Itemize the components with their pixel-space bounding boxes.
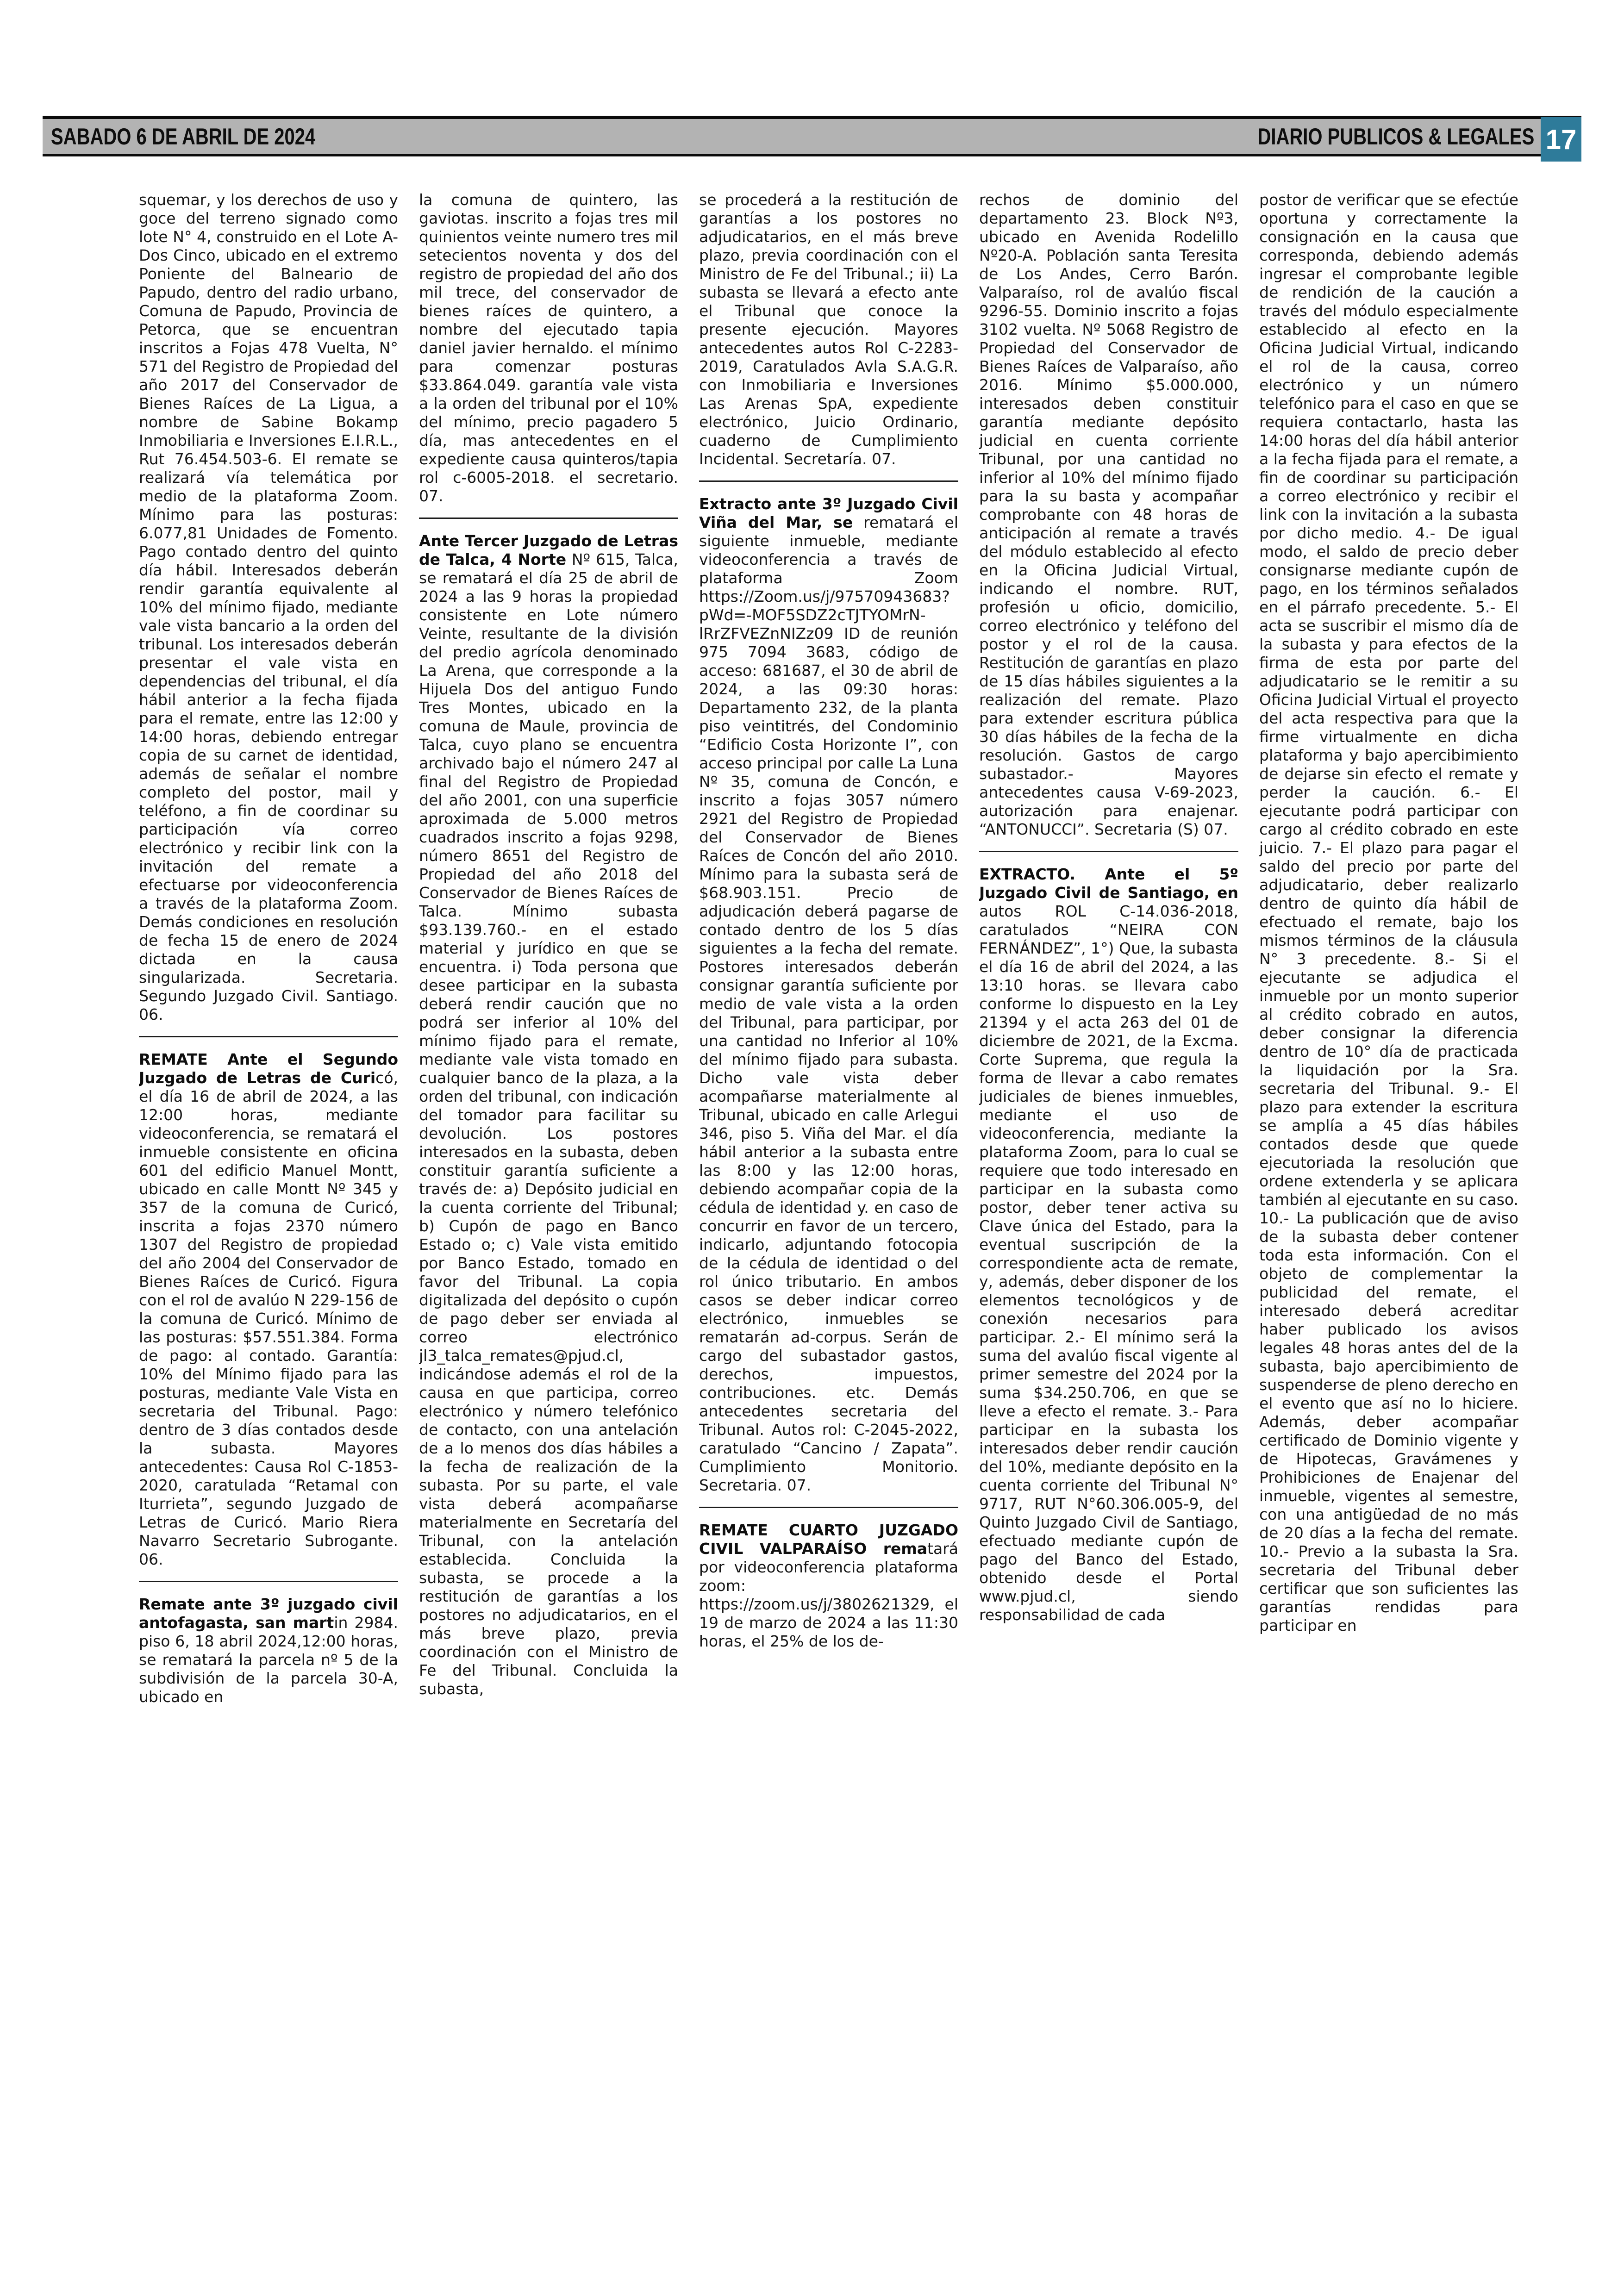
notice-text: la comuna de quintero, las gaviotas. inscrito a fojas tres mil quinientos veinte numero tres mil setecientos noventa y dos del registro de propiedad del año dos mil trece, del conservador de bienes raíces de quintero, a nombre del ejecutado tapia daniel javier hernaldo. el mínimo para comenzar posturas $33.864.049. garantía vale vista a la orden del tribunal por el 10% del mínimo, precio pagadero 5 día, mas antecedentes en el expediente causa quinteros/tapia rol c-6005-2018. el secretario. 07.: [419, 191, 678, 505]
column-2: [419, 191, 678, 2204]
column-4: [979, 191, 1238, 2204]
page-header: [43, 116, 1581, 156]
legal-notices-area: [139, 191, 1518, 2204]
notice-text: có, el día 16 de abril de 2024, a las 12:00 horas, mediante videoconferencia, se rematará el inmueble consistente en oficina 601 del edificio Manuel Montt, ubicado en calle Montt Nº 345 y 357 de la comuna de Curicó, inscrita a fojas 2370 número 1307 del Registro de propiedad del año 2004 del Conservador de Bienes Raíces de Curicó. Figura con el rol de avalúo N 229-156 de la comuna de Curicó. Mínimo de las posturas: $57.551.384. Forma de pago: al contado. Garantía: 10% del Mínimo fijado para las posturas, mediante Vale Vista en secretaria del Tribunal. Pago: dentro de 3 días contados desde la subasta. Mayores antecedentes: Causa Rol C-1853-2020, caratulada “Retamal con Iturrieta”, segundo Juzgado de Letras de Curicó. Mario Riera Navarro Secretario Subrogante. 06.: [139, 1069, 398, 1568]
notice-heading: EXTRACTO. Ante el 5º Juzgado Civil de Santiago, en: [979, 865, 1238, 902]
column-1: [139, 191, 398, 2204]
notice-talca: [419, 532, 678, 1698]
notice-divider: [979, 851, 1238, 852]
notice-text: squemar, y los derechos de uso y goce del terreno signado como lote N° 4, construido en el Lote A-Dos Cinco, ubicado en el extremo Poniente del Balneario de Papudo, dentro del radio urbano, Comuna de Papudo, Provincia de Petorca, que se encuentran inscritos a Fojas 478 Vuelta, N° 571 del Registro de Propiedad del año 2017 del Conservador de Bienes Raíces de La Ligua, a nombre de Sabine Bokamp Inmobiliaria e Inversiones E.I.R.L., Rut 76.454.503-6. El remate se realizará vía telemática por medio de la plataforma Zoom. Mínimo para las posturas: 6.077,81 Unidades de Fomento. Pago contado dentro del quinto día hábil. Interesados deberán rendir garantía equivalente al 10% del mínimo fijado, mediante vale vista bancario a la orden del tribunal. Los interesados deberán presentar el vale vista en dependencias del tribunal, el día hábil anterior a la fecha fijada para el remate, entre las 12:00 y 14:00 horas, debiendo entregar copia de su carnet de identidad, además de señalar el nombre completo del postor, mail y teléfono, a fin de coordinar su participación vía correo electrónico y recibir link con la invitación del remate a efectuarse por videoconferencia a través de la plataforma Zoom. Demás condiciones en resolución de fecha 15 de enero de 2024 dictada en la causa singularizada. Secretaria. Segundo Juzgado Civil. Santiago. 06.: [139, 191, 398, 1023]
notice-text: rematará el siguiente inmueble, mediante videoconferencia a través de plataforma Zoom https://Zoom.us/j/97570943683?pWd=-MOF5SDZ2cTJTYOMrN-lRrZFVEZnNIZz09 ID de reunión 975 7094 3683, código de acceso: 681687, el 30 de abril de 2024, a las 09:30 horas: Departamento 232, de la planta piso veintitrés, del Condominio “Edificio Costa Horizonte I”, con acceso principal por calle La Luna Nº 35, comuna de Concón, e inscrito a fojas 3057 número 2921 del Registro de Propiedad del Conservador de Bienes Raíces de Concón del año 2010. Mínimo para la subasta será de $68.903.151. Precio de adjudicación deberá pagarse de contado dentro de los 5 días siguientes a la fecha del remate. Postores interesados deberán consignar garantía suficiente por medio de vale vista a la orden del Tribunal, para participar, por una cantidad no Inferior al 10% del mínimo fijado para subasta. Dicho vale vista deber acompañarse materialmente al Tribunal, ubicado en calle Arlegui 346, piso 5. Viña del Mar. el día hábil anterior a la subasta entre las 8:00 y las 12:00 horas, debiendo acompañar copia de la cédula de identidad y. en caso de concurrir en favor de un tercero, indicarlo, adjuntando fotocopia de la cédula de identidad o del rol único tributario. En ambos casos se deber indicar correo electrónico, inmuebles se rematarán ad-corpus. Serán de cargo del subastador gastos, derechos, impuestos, contribuciones. etc. Demás antecedentes secretaria del Tribunal. Autos rol: C-2045-2022, caratulado “Cancino / Zapata”. Cumplimiento Monitorio. Secretaria. 07.: [699, 513, 958, 1494]
notice-heading: Extracto ante 3º Juzgado Civil Viña del Mar, se: [699, 495, 958, 531]
masthead-title: DIARIO PUBLICOS & LEGALES: [1257, 124, 1534, 150]
notice-text: postor de verificar que se efectúe oportuna y correctamente la consignación en la causa que corresponda, debiendo además ingresar el comprobante legible de rendición de la caución a través del módulo especialmente establecido al efecto en la Oficina Judicial Virtual, indicando el rol de la causa, correo electrónico y un número telefónico para el caso en que se requiera contactarlo, hasta las 14:00 horas del día hábil anterior a la fecha fijada para el remate, a fin de coordinar su participación a correo electrónico y recibir el link con la invitación a la subasta por dicho medio. 4.- De igual modo, el saldo de precio deber consignarse mediante cupón de pago, en los términos señalados en el párrafo precedente. 5.- El acta se suscribir el mismo día de la subasta y para efectos de la firma de esta por parte del adjudicatario se le remitir a su Oficina Judicial Virtual el proyecto del acta respectiva para que la firme virtualmente en dicha plataforma y bajo apercibimiento de dejarse sin efecto el remate y perder la caución. 6.- El ejecutante podrá participar con cargo al crédito cobrado en este juicio. 7.- El plazo para pagar el saldo del precio por parte del adjudicatario, deber realizarlo dentro de quinto día hábil de efectuado el remate, bajo los mismos términos de la cláusula N° 3 precedente. 8.- Si el ejecutante se adjudica el inmueble por un monto superior al crédito cobrado en autos, deber consignar la diferencia dentro de 10° día de practicada la liquidación por la Sra. secretaria del Tribunal. 9.- El plazo para extender la escritura se amplía a 45 días hábiles contados desde que quede ejecutoriada la resolución que ordene extenderla y se aplicara también al ejecutante en su caso. 10.- La publicación que de aviso de la subasta deber contener toda esta información. Con el objeto de complementar la publicidad del remate, el interesado deberá acreditar haber publicado los avisos legales 48 horas antes del de la subasta, bajo apercibimiento de suspenderse de pleno derecho en el evento que así no lo hiciere. Además, deber acompañar certificado de Dominio vigente y de Hipotecas, Gravámenes y Prohibiciones de Enajenar del inmueble, vigentes al semestre, con una antigüedad de no más de 20 días a la fecha del remate. 10.- Previo a la subasta la Sra. secretaria del Tribunal deber certificar que son suficientes las garantías rendidas para participar en: [1259, 191, 1518, 1634]
notice-text: tará por videoconferencia plataforma zoom: https://zoom.us/j/3802621329, el 19 de marzo de 2024 a las 11:30 horas, el 25% de los de-: [699, 1540, 958, 1650]
notice-heading: REMATE CUARTO JUZGADO CIVIL VALPARAÍSO rema: [699, 1521, 958, 1558]
notice-text: in 2984. piso 6, 18 abril 2024,12:00 horas, se rematará la parcela nº 5 de la subdivisión de la parcela 30-A, ubicado en: [139, 1614, 398, 1706]
notice-text: se procederá a la restitución de garantías a los postores no adjudicatarios, en el más breve plazo, previa coordinación con el Ministro de Fe del Tribunal.; ii) La subasta se llevará a efecto ante el Tribunal que conoce la presente ejecución. Mayores antecedentes autos Rol C-2283-2019, Caratulados Avla S.A.G.R. con Inmobiliaria e Inversiones Las Arenas SpA, expediente electrónico, Juicio Ordinario, cuaderno de Cumplimiento Incidental. Secretaría. 07.: [699, 191, 958, 468]
date-text: SABADO 6 DE ABRIL DE 2024: [51, 124, 316, 150]
notice-valparaiso: [699, 1521, 958, 1651]
masthead-cluster: [1188, 119, 1581, 154]
notice-valparaiso-continuation: [979, 191, 1238, 839]
notice-quintero-continuation: [419, 191, 678, 505]
notice-extracto-santiago: [979, 865, 1238, 1624]
notice-divider: [419, 518, 678, 519]
column-5: [1259, 191, 1518, 2204]
notice-divider: [139, 1036, 398, 1037]
notice-heading: Remate ante 3º juzgado civil antofagasta, san mart: [139, 1595, 398, 1632]
notice-remate-antofagasta: [139, 1595, 398, 1706]
notice-divider: [139, 1581, 398, 1582]
notice-text: autos ROL C-14.036-2018, caratulados “NEIRA CON FERNÁNDEZ”, 1°) Que, la subasta el día 16 de abril del 2024, a las 13:10 horas. se llevara cabo conforme lo dispuesto en la Ley 21394 y el acta 263 del 01 de diciembre de 2021, de la Excma. Corte Suprema, que regula la forma de llevar a cabo remates judiciales de bienes inmuebles, mediante el uso de videoconferencia, mediante la plataforma Zoom, para lo cual se requiere que todo interesado en participar en la subasta como postor, deber tener activa su Clave única del Estado, para la eventual suscripción de la correspondiente acta de remate, y, además, deber disponer de los elementos tecnológicos y de conexión necesarios para participar. 2.- El mínimo será la suma del avalúo fiscal vigente al primer semestre del 2024 por la suma $34.250.706, en que se lleve a efecto el remate. 3.- Para participar en la subasta los interesados deber rendir caución del 10%, mediante depósito en la cuenta corriente del Tribunal N° 9717, RUT N°60.306.005-9, del Quinto Juzgado Civil de Santiago, efectuado mediante cupón de pago del Banco del Estado, obtenido desde el Portal www.pjud.cl, siendo responsabilidad de cada: [979, 902, 1238, 1624]
notice-santiago-continuation: [1259, 191, 1518, 1635]
notice-divider: [699, 480, 958, 482]
notice-talca-continuation: [699, 191, 958, 468]
column-3: [699, 191, 958, 2204]
page-number-badge: 17: [1541, 117, 1581, 162]
notice-text: rechos de dominio del departamento 23. Block Nº3, ubicado en Avenida Rodelillo Nº20-A. Población santa Teresita de Los Andes, Cerro Barón. Valparaíso, rol de avalúo fiscal 9296-55. Dominio inscrito a fojas 3102 vuelta. Nº 5068 Registro de Propiedad del Conservador de Bienes Raíces de Valparaíso, año 2016. Mínimo $5.000.000, interesados deben constituir garantía mediante depósito judicial en cuenta corriente Tribunal, por una cantidad no inferior al 10% del mínimo fijado para la su basta y acompañar comprobante con 48 horas de anticipación al remate a través del módulo establecido al efecto en la Oficina Judicial Virtual, indicando el nombre. RUT, profesión u oficio, domicilio, correo electrónico y teléfono del postor y el rol de la causa. Restitución de garantías en plazo de 15 días hábiles siguientes a la realización del remate. Plazo para extender escritura pública 30 días hábiles de la fecha de la resolución. Gastos de cargo subastador.- Mayores antecedentes causa V-69-2023, autorización para enajenar. “ANTONUCCI”. Secretaria (S) 07.: [979, 191, 1238, 838]
notice-remate-curico: [139, 1050, 398, 1569]
notice-heading: REMATE Ante el Segundo Juzgado de Letras de Curi: [139, 1050, 398, 1087]
notice-text: Nº 615, Talca, se rematará el día 25 de abril de 2024 a las 9 horas la propiedad consistente en Lote número Veinte, resultante de la división del predio agrícola denominado La Arena, que corresponde a la Hijuela Dos del antiguo Fundo Tres Montes, ubicado en la comuna de Maule, provincia de Talca, cuyo plano se encuentra archivado bajo el número 247 al final del Registro de Propiedad del año 2001, con una superficie aproximada de 5.000 metros cuadrados inscrito a fojas 9298, número 8651 del Registro de Propiedad del año 2018 del Conservador de Bienes Raíces de Talca. Mínimo subasta $93.139.760.- en el estado material y jurídico en que se encuentra. i) Toda persona que desee participar en la subasta deberá rendir caución que no podrá ser inferior al 10% del mínimo fijado para el remate, mediante vale vista tomado en cualquier banco de la plaza, a la orden del tribunal, con indicación del tomador para facilitar su devolución. Los postores interesados en la subasta, deben constituir garantía suficiente a través de: a) Depósito judicial en la cuenta corriente del Tribunal; b) Cupón de pago en Banco Estado o; c) Vale vista emitido por Banco Estado, tomado en favor del Tribunal. La copia digitalizada del depósito o cupón de pago deber ser enviada al correo electrónico jl3_talca_remates@pjud.cl, indicándose además el rol de la causa en que participa, correo electrónico y número telefónico de contacto, con una antelación de a lo menos dos días hábiles a la fecha de realización de la subasta. Por su parte, el vale vista deberá acompañarse materialmente en Secretaría del Tribunal, con la antelación establecida. Concluida la subasta, se procede a la restitución de garantías a los postores no adjudicatarios, en el más breve plazo, previa coordinación con el Ministro de Fe del Tribunal. Concluida la subasta,: [419, 550, 678, 1698]
notice-vina-del-mar: [699, 495, 958, 1495]
notice-heading: Ante Tercer Juzgado de Letras de Talca, 4 Norte: [419, 532, 678, 568]
notice-papudo-continuation: [139, 191, 398, 1024]
notice-divider: [699, 1507, 958, 1508]
